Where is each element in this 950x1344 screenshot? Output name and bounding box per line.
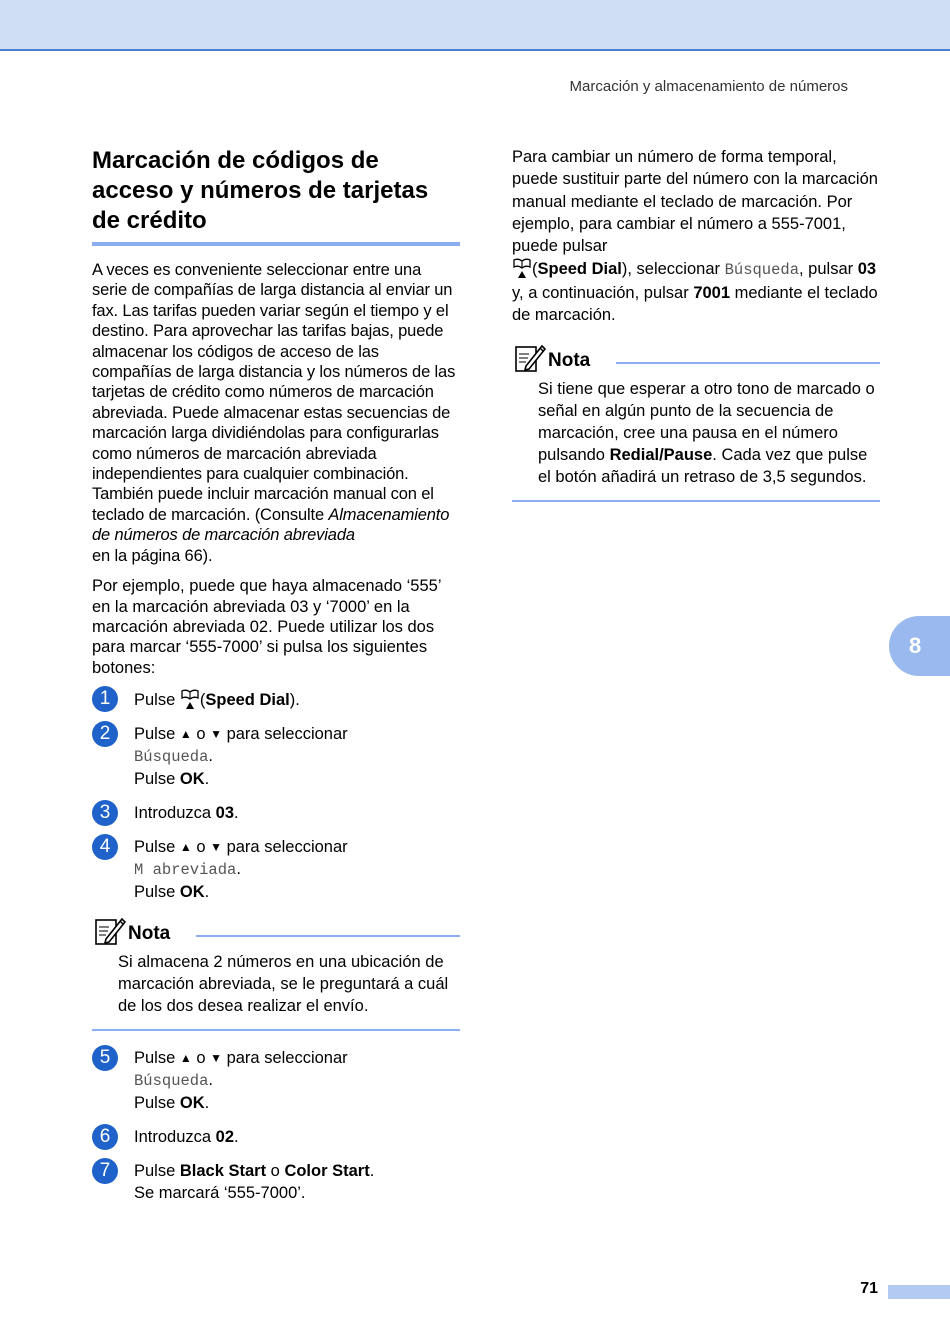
note-pencil-icon (514, 342, 546, 374)
intro-paragraph (92, 260, 460, 566)
right-column (512, 146, 880, 518)
ok-label: OK (179, 883, 205, 902)
step-number: 1 (92, 686, 118, 712)
step-2: 2 Pulse ▲ o ▼ para seleccionar Búsqueda. Pulse OK. (92, 723, 460, 790)
paragraph-text: Para cambiar un número de forma temporal, puede sustituir parte del número con la marcación manual mediante el teclado de marcación. Por ejemplo, para cambiar el número a 555-7001, puede pulsar (512, 148, 878, 256)
note-text-part: . Cada vez que pulse el botón añadirá un retraso de 3,5 segundos. (538, 446, 868, 487)
note-title: Nota (548, 350, 591, 372)
note-pencil-icon (94, 915, 126, 947)
paragraph-text: ), seleccionar (621, 260, 725, 279)
ok-label: OK (179, 770, 205, 789)
up-arrow-icon: ▲ (179, 1051, 192, 1066)
page-number: 71 (860, 1280, 878, 1297)
down-arrow-icon: ▼ (210, 840, 222, 855)
step-bold: 03 (215, 804, 234, 823)
page-footer-bar (888, 1285, 950, 1299)
step-text: Pulse (134, 1094, 180, 1113)
chapter-tab: 8 (889, 616, 950, 676)
step-1: 1 Pulse (Speed Dial). (92, 688, 460, 711)
step-text: Pulse (134, 770, 180, 789)
step-text: para seleccionar (222, 838, 348, 857)
left-column (92, 146, 460, 1216)
intro-tail: en la página 66). (92, 546, 213, 565)
note-box (512, 342, 880, 502)
step-7 (92, 1160, 460, 1204)
running-header: Marcación y almacenamiento de números (569, 78, 848, 95)
step-number: 3 (92, 800, 118, 826)
note-title: Nota (128, 923, 171, 945)
note-box (92, 915, 460, 1031)
step-number: 2 (92, 721, 118, 747)
redial-pause-label: Redial/Pause (609, 446, 713, 465)
cross-reference-link[interactable]: Almacenamiento de números de marcación abreviada (92, 505, 450, 545)
step-text: Pulse (134, 691, 180, 710)
step-text: Pulse (134, 1049, 180, 1068)
paragraph-text: y, a continuación, pulsar (512, 283, 694, 302)
note-text: Si almacena 2 números en una ubicación de marcación abreviada, se le preguntará a cuál de los dos desea realizar el envío. (118, 953, 449, 1016)
step-number: 7 (92, 1158, 118, 1184)
note-header (512, 342, 880, 378)
top-band (0, 0, 950, 51)
step-bold: 02 (215, 1128, 234, 1147)
step-text: . (204, 1094, 210, 1113)
step-text: Pulse (134, 838, 180, 857)
lcd-option: M abreviada (134, 861, 237, 880)
intro-text: A veces es conveniente seleccionar entre una serie de compañías de larga distancia al enviar un fax. Las tarifas pueden variar según el tiempo y el destino. Para aprovechar las tarifas bajas, puede almacenar los códigos de acceso de las compañías de larga distancia y los números de las tarjetas de crédito como números de marcación abreviada. Puede almacenar estas secuencias de marcación larga dividiéndolas para configurarlas como números de marcación abreviada independientes para cualquier combinación. También puede incluir marcación manual con el teclado de marcación. (Consulte (92, 261, 456, 524)
speed-dial-icon (512, 257, 532, 279)
speed-dial-label: Speed Dial (205, 691, 290, 710)
bold-value: 7001 (693, 283, 731, 302)
note-rule (616, 362, 880, 364)
paragraph-text: , pulsar (799, 260, 858, 279)
note-text-part: Si tiene que esperar a otro tono de marcado o señal en algún punto de la secuencia de marcación, cree una pausa en el número pulsando (538, 380, 875, 465)
down-arrow-icon: ▼ (210, 727, 222, 742)
step-text: . (234, 1128, 239, 1147)
step-text: . (234, 804, 239, 823)
step-text: Pulse (134, 725, 180, 744)
lcd-option: Búsqueda (134, 1072, 209, 1091)
temporary-change-paragraph: Para cambiar un número de forma temporal, puede sustituir parte del número con la marcación manual mediante el teclado de marcación. Por ejemplo, para cambiar el número a 555-7001, puede pulsar (Speed Dial), seleccionar Búsqueda, pulsar 03 y, a continuación, pulsar 7001 mediante el teclado de marcación. (512, 148, 878, 325)
step-text: . (204, 883, 210, 902)
step-4: 4 Pulse ▲ o ▼ para seleccionar M abreviada. Pulse OK. (92, 836, 460, 903)
step-text: Introduzca (134, 804, 216, 823)
note-header (92, 915, 460, 951)
color-start-label: Color Start (284, 1162, 370, 1181)
step-text: para seleccionar (222, 1049, 348, 1068)
up-arrow-icon: ▲ (179, 840, 192, 855)
black-start-label: Black Start (179, 1162, 267, 1181)
step-text: ). (289, 691, 300, 710)
speed-dial-label: Speed Dial (537, 260, 622, 279)
step-text: para seleccionar (222, 725, 348, 744)
step-text: o (191, 838, 211, 857)
note-rule (196, 935, 460, 937)
lcd-option: Búsqueda (724, 261, 800, 280)
speed-dial-icon (180, 688, 200, 710)
step-6 (92, 1126, 460, 1148)
step-text: . (204, 770, 210, 789)
step-text: Introduzca (134, 1128, 216, 1147)
step-text: Se marcará ‘555-7000’. (134, 1184, 306, 1203)
step-number: 4 (92, 834, 118, 860)
step-text: Pulse (134, 883, 180, 902)
ok-label: OK (179, 1094, 205, 1113)
paragraph-text: mediante el teclado de marcación. (512, 283, 878, 325)
section-heading: Marcación de códigos de acceso y números de tarjetas de crédito (92, 146, 460, 246)
step-number: 6 (92, 1124, 118, 1150)
down-arrow-icon: ▼ (210, 1051, 222, 1066)
example-paragraph: Por ejemplo, puede que haya almacenado ‘555’ en la marcación abreviada 03 y ‘7000’ en la marcación abreviada 02. Puede utilizar los dos para marcar ‘555-7000’ si pulsa los siguientes botones: (92, 577, 441, 677)
step-5: 5 Pulse ▲ o ▼ para seleccionar Búsqueda. Pulse OK. (92, 1047, 460, 1114)
step-text: o (266, 1162, 285, 1181)
step-text: o (191, 725, 211, 744)
step-text: Pulse (134, 1162, 180, 1181)
lcd-option: Búsqueda (134, 748, 209, 767)
up-arrow-icon: ▲ (179, 727, 192, 742)
step-text: . (369, 1162, 375, 1181)
note-text (512, 378, 880, 488)
step-3 (92, 802, 460, 824)
step-number: 5 (92, 1045, 118, 1071)
bold-value: 03 (857, 260, 877, 279)
step-text: o (191, 1049, 211, 1068)
